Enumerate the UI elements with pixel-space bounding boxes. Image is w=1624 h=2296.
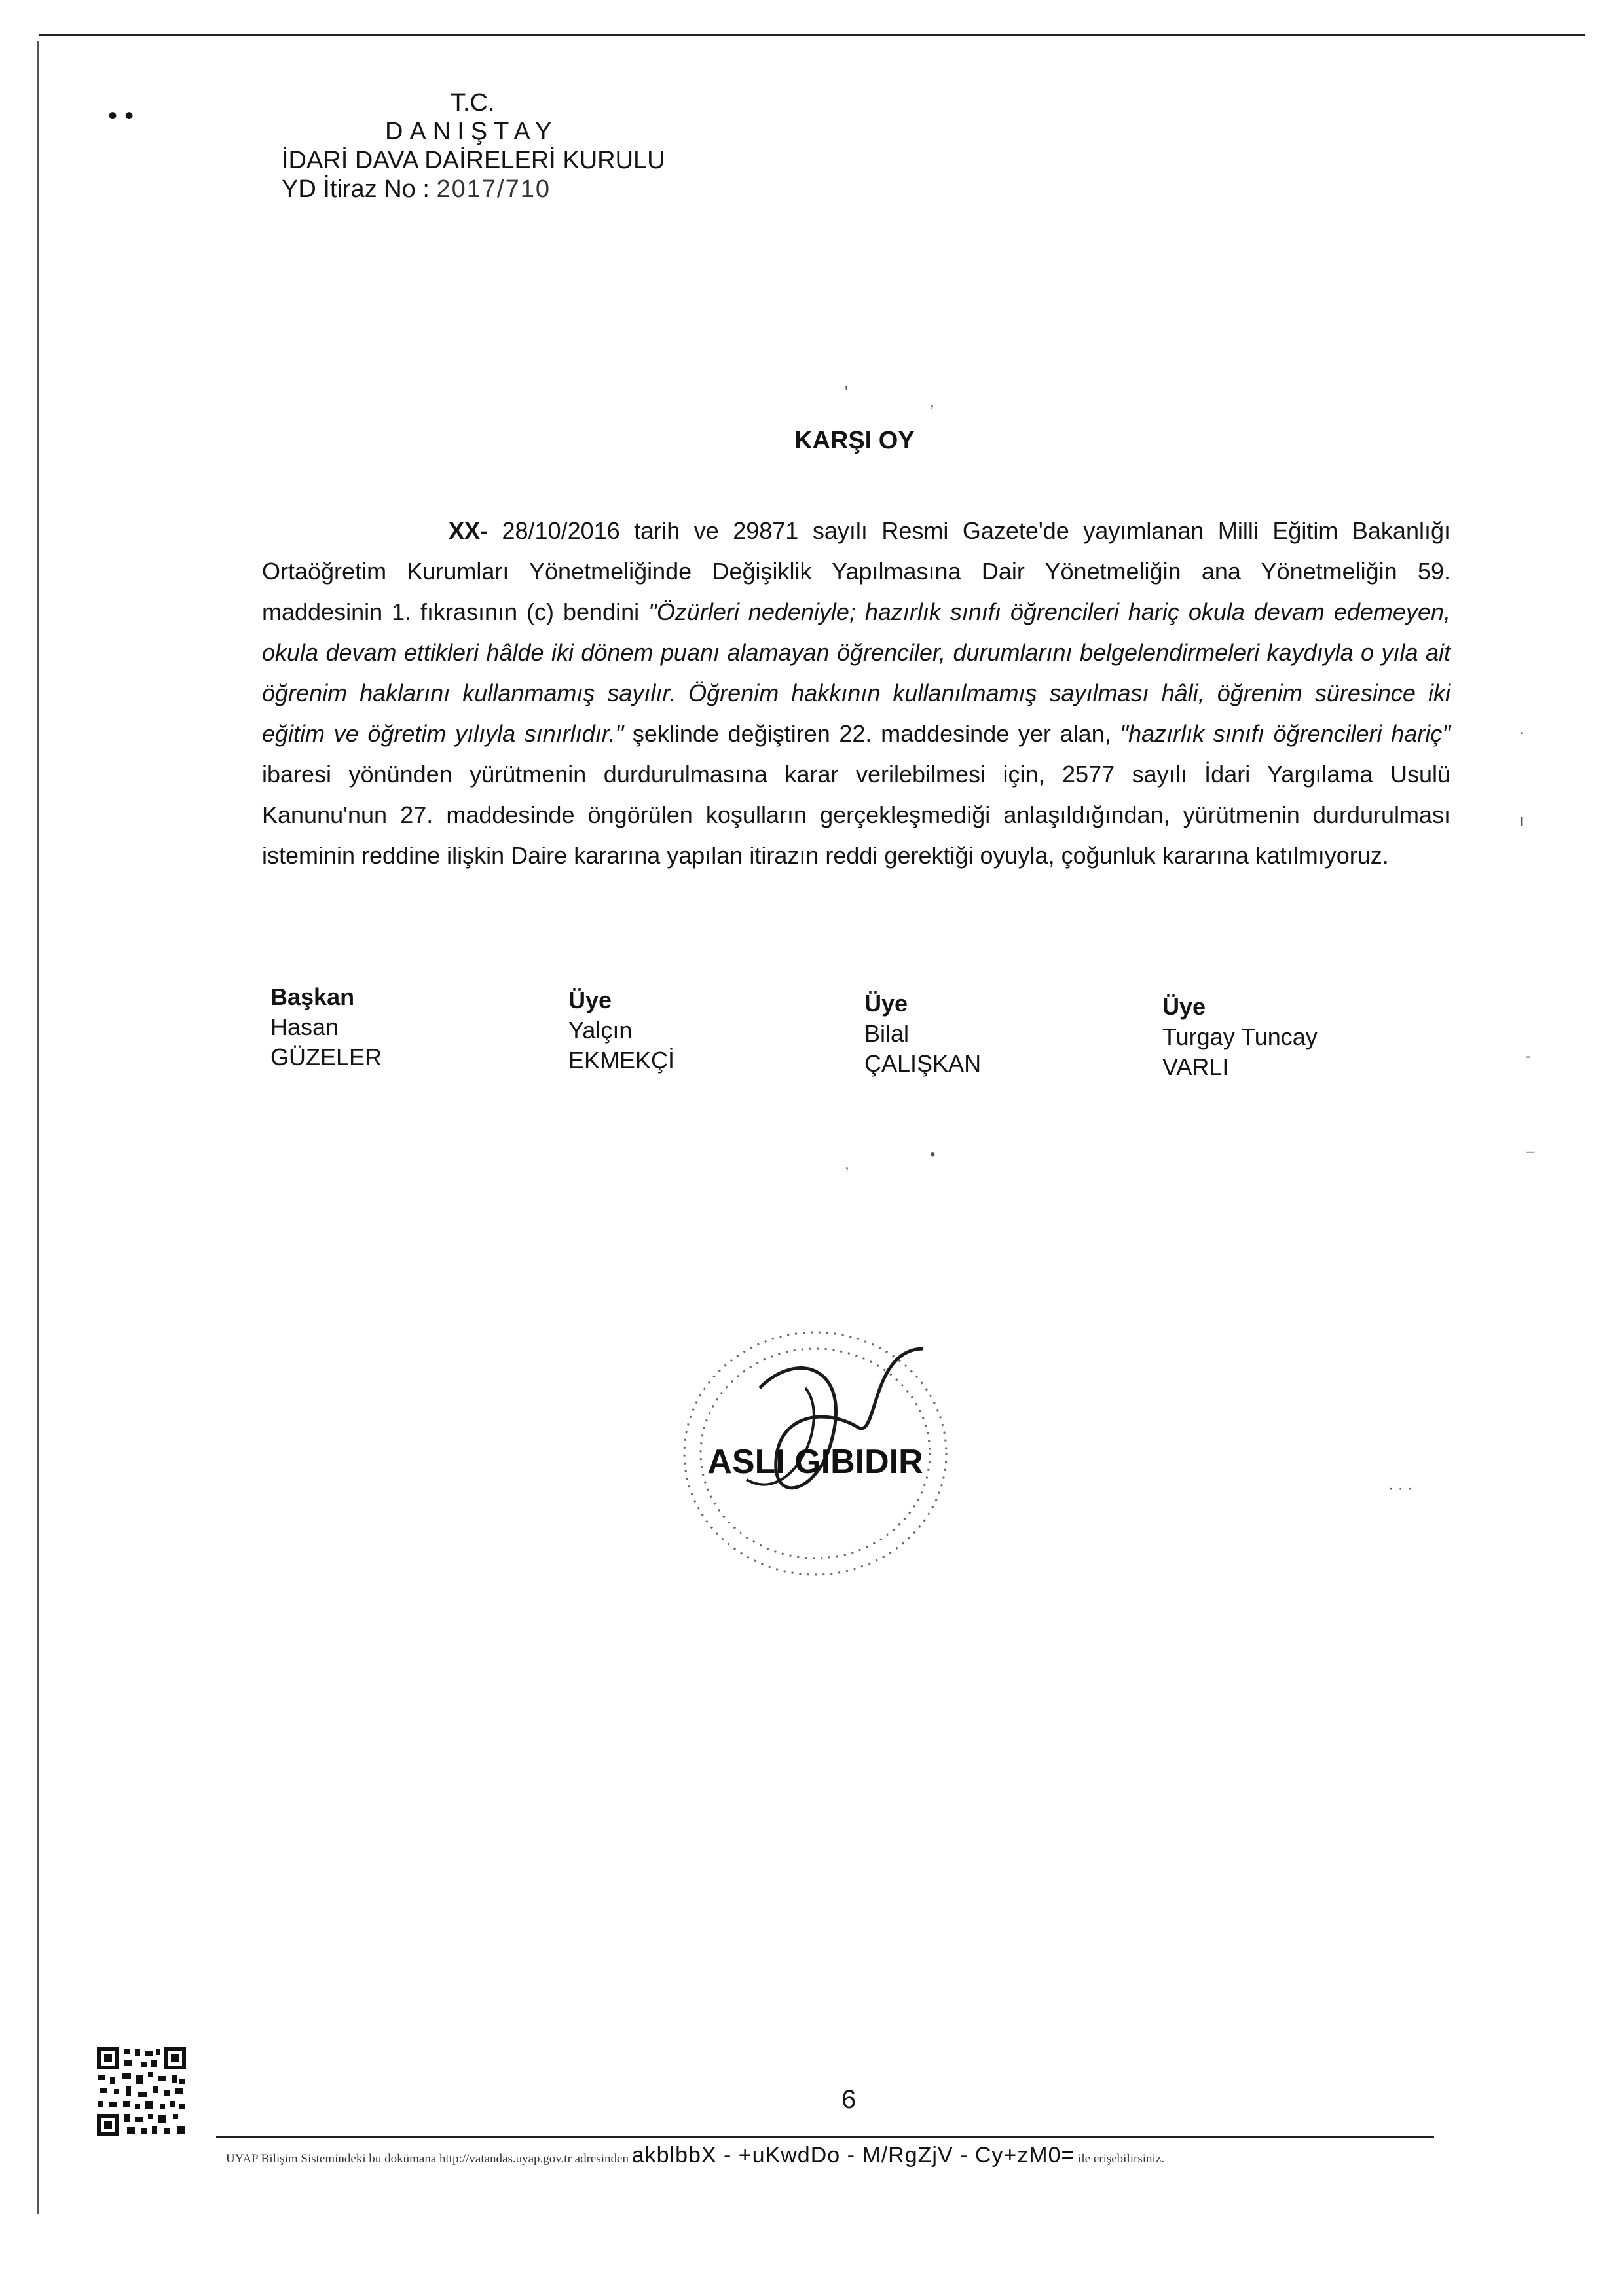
body-text-3: ibaresi yönünden yürütmenin durdurulmasına karar verilebilmesi için, 2577 sayılı İdari Yargılama Usulü Kanunu'nun 27. maddesinde öngörülen koşulların gerçekleşmediği anlaşıldığından, yürütmenin durdurulması isteminin reddine ilişkin Daire kararına yapılan itirazın reddi gerektiği oyuyla, çoğunluk kararına katılmıyoruz. [262,761,1450,869]
signatory-role: Üye [864,990,908,1017]
signatory-first-name: Bilal [864,1020,910,1047]
signatory-role: Üye [568,987,612,1013]
qr-code [96,2046,187,2138]
signatory-first-name: Yalçın [568,1017,633,1044]
document-header [282,88,665,204]
header-tc: T.C. [451,89,495,117]
signatory-uye-2 [864,989,981,1079]
signatory-uye-3 [1162,992,1318,1082]
body-quote-2: "hazırlık sınıfı öğrencileri hariç" [1120,720,1451,747]
scan-speck: , [845,1156,849,1173]
signatory-last-name: EKMEKÇİ [568,1047,675,1074]
header-itiraz [282,175,665,204]
header-danistay: DANIŞTAY [385,118,559,145]
body-quote-1: "Özürleri nedeniyle; hazırlık sınıfı öğrencileri hariç okula devam edemeyen, okula devam ettikleri hâlde iki dönem puanı alamayan öğrenciler, durumlarını belgelendirmeleri kaydıyla o yıla ait öğrenim haklarını kullanmamış sayılır. Öğrenim hakkının kullanılmamış sayılması hâli, öğrenim süresince iki eğitim ve öğretim yılıyla sınırlıdır." [262,598,1450,747]
body-text-1: 28/10/2016 tarih ve 29871 sayılı Resmi Gazete'de yayımlanan Milli Eğitim Bakanlığı Ortaöğretim Kurumları Yönetmeliğinde Değişiklik Yapılmasına Dair Yönetmeliğin ana Yönetmeliğin 59. maddesinin 1. fıkrasının (c) bendini [262,517,1450,625]
itiraz-label: YD İtiraz No : [282,175,430,203]
stamp-text: ASLI GIBIDIR [707,1443,923,1481]
header-dots: • • [108,101,134,130]
scan-speck: · · · [1388,1480,1413,1497]
asli-gibidir-stamp [661,1309,969,1591]
itiraz-number: 2017/710 [436,175,551,203]
scan-speck: • [930,1146,936,1163]
scan-speck: ' [845,383,848,401]
signatory-role: Üye [1162,993,1206,1020]
dissent-body [262,511,1450,876]
body-prefix: XX- [449,517,489,544]
footer-prefix: UYAP Bilişim Sistemindeki bu dokümana http://vatandas.uyap.gov.tr adresinden [226,2152,629,2166]
body-text-2: şeklinde değiştiren 22. maddesinde yer alan, [623,720,1120,747]
scan-speck: - [1526,1048,1531,1065]
scan-speck: , [930,393,934,410]
scan-speck: ı [1519,812,1524,829]
footer-access-code: akblbbX - +uKwdDo - M/RgZjV - Cy+zM0= [631,2143,1075,2168]
header-kurul: İDARİ DAVA DAİRELERİ KURULU [282,147,665,174]
scan-border-top [39,34,1585,36]
signatory-uye-1 [568,985,674,1076]
signatory-first-name: Turgay Tuncay [1162,1023,1318,1050]
uyap-footer [226,2143,1450,2168]
signatory-last-name: ÇALIŞKAN [864,1050,982,1077]
footer-suffix: ile erişebilirsiniz. [1078,2152,1164,2166]
signatory-baskan [270,982,382,1072]
page-title: KARŞI OY [794,427,915,454]
signatory-last-name: GÜZELER [270,1044,382,1070]
footer-rule [216,2136,1434,2138]
signatory-role: Başkan [270,983,355,1010]
scan-border-left [37,41,39,2214]
signatory-last-name: VARLI [1162,1053,1229,1080]
scan-speck: – [1526,1142,1535,1160]
page-number: 6 [841,2085,857,2114]
signatory-first-name: Hasan [270,1013,339,1040]
scan-speck: . [1519,720,1524,738]
